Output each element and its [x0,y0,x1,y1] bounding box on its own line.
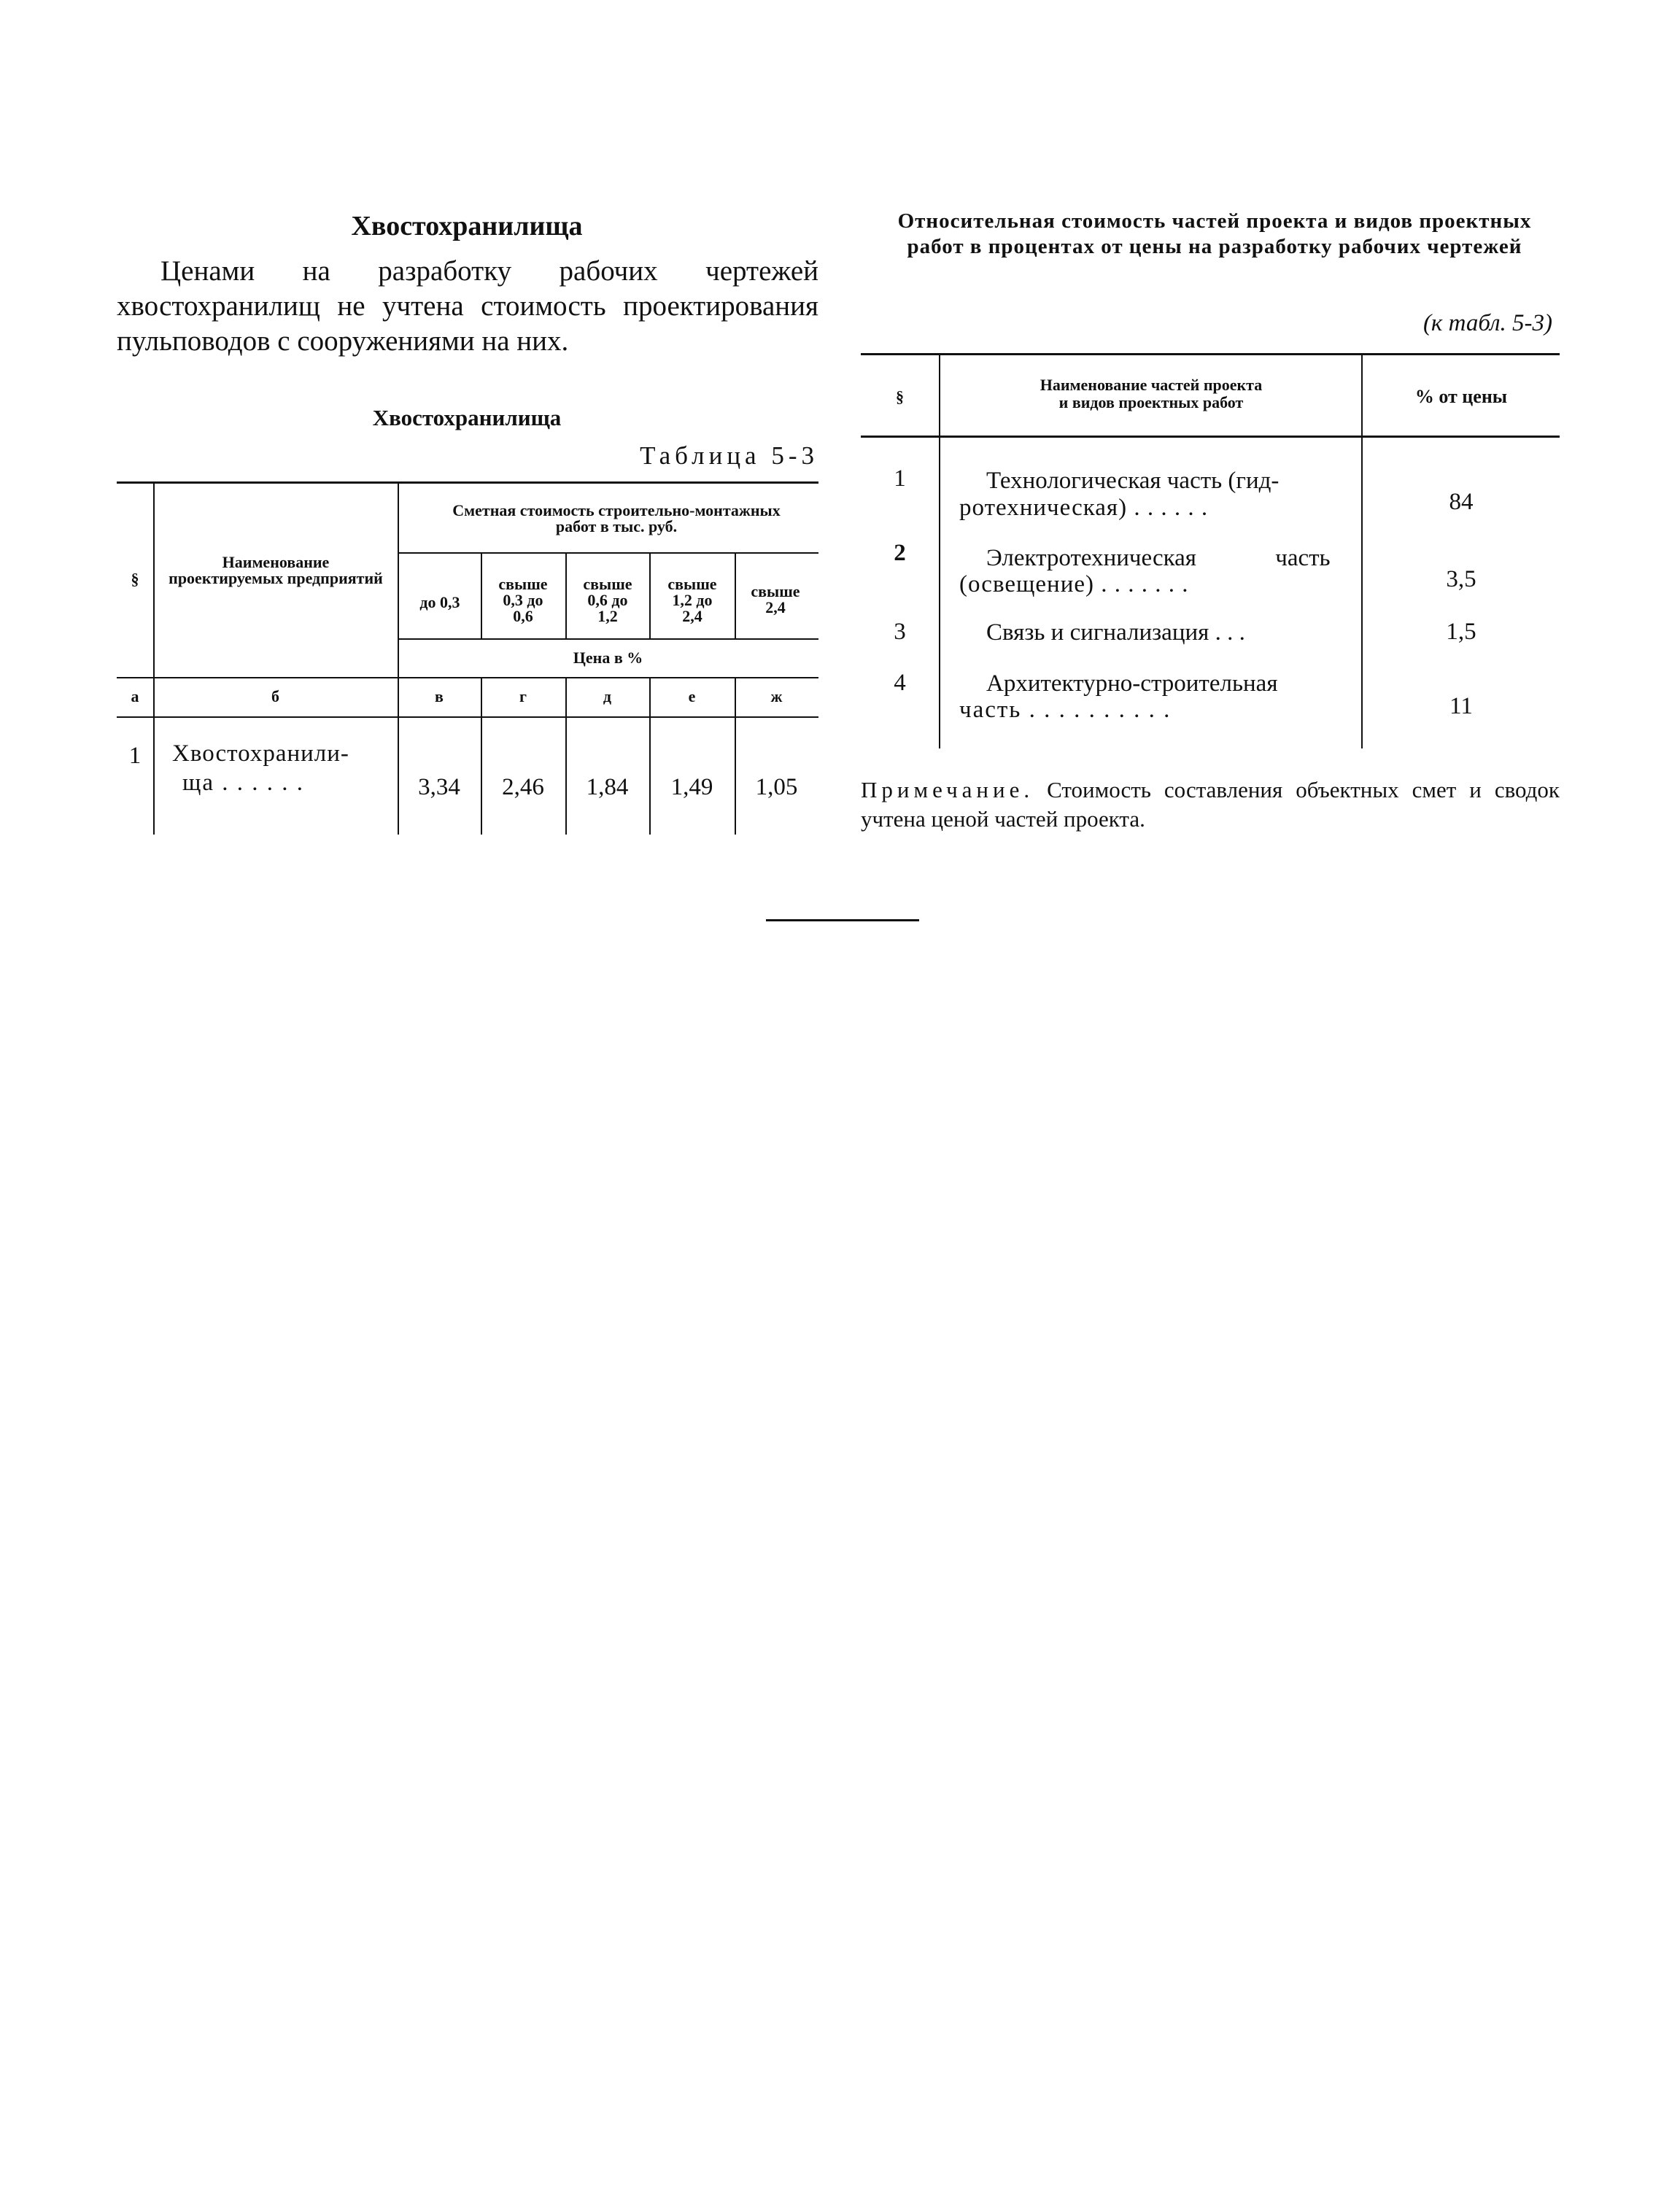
row-number: 2 [894,540,906,566]
footnote [861,775,1560,834]
col-divider-r1 [481,552,482,638]
table-heading: Хвостохранилища [372,405,562,430]
price-unit-header: Цена в % [573,649,643,667]
intro-paragraph: Ценами на разработку рабочих чертежей хвостохранилищ не учтена стоимость проектирования пульповодов с сооружениями на них. [117,255,818,357]
row-name-line2: часть . . . . . . . . . . [959,697,1172,723]
name-column-header: Наименование проектируемых предприятий [169,553,383,587]
letter-zh: ж [770,687,783,705]
table-top-rule [117,481,818,484]
range-header-1: до 0,3 [419,593,460,611]
table-reference: (к табл. 5-3) [1422,310,1552,336]
col-divider-name [1361,355,1363,748]
letter-g: г [519,687,527,705]
row-name-line2: ща . . . . . . [182,770,305,796]
letter-v: в [435,687,444,705]
row-name-line1: Электротехническая часть [986,545,1331,571]
footnote-label: Примечание. [861,777,1034,802]
row-name-line1: Хвостохранили- [172,740,349,767]
col-divider-section [939,355,940,748]
percent-value: 3,5 [1446,566,1476,592]
name-column-header-line1: Наименование частей проекта [1040,376,1263,394]
value-cell: 1,49 [670,774,713,800]
footnote-text: Стоимость составления объектных смет и сводок учтена ценой частей проекта. [861,777,1560,832]
value-cell: 2,46 [502,774,544,800]
row-name-line2: ротехническая) . . . . . . [959,495,1209,521]
value-cell: 1,05 [755,774,798,800]
cost-group-header: Сметная стоимость строительно-монтажных работ в тыс. руб. [452,501,781,535]
letter-b: б [271,687,279,705]
letter-a: а [131,687,139,705]
range-header-3: свыше 0,6 до 1,2 [583,575,632,625]
value-cell: 1,84 [586,774,629,800]
letter-d: д [603,687,612,705]
range-header-5: свыше 2,4 [751,582,800,616]
ranges-rule [398,638,818,640]
range-header-2: свыше 0,3 до 0,6 [498,575,548,625]
section-end-rule [766,919,919,921]
row-number: 1 [128,743,142,769]
row-name-line1: Архитектурно-строительная [986,670,1278,697]
row-number: 3 [894,619,906,645]
col-divider-r4 [735,552,736,638]
relative-cost-heading: Относительная стоимость частей проекта и видов проектных работ в процентах от цены на разработку рабочих чертежей [897,209,1532,258]
cost-header-rule [398,552,818,554]
row-number: 1 [894,465,906,492]
percent-column-header: % от цены [1414,386,1508,407]
percent-value: 1,5 [1446,619,1476,645]
row-name-line2: (освещение) . . . . . . . [959,571,1189,597]
section-heading: Хвостохранилища [351,211,583,241]
value-cell: 3,34 [418,774,460,800]
header-bottom-rule [861,436,1560,438]
percent-value: 11 [1449,693,1473,719]
letter-e: е [688,687,696,705]
col-divider-r3 [649,552,651,638]
table-top-rule [861,353,1560,355]
letters-bottom-rule [117,716,818,718]
section-column-header: § [896,387,904,406]
table-number-label: Таблица 5-3 [640,441,818,470]
header-bottom-rule [117,677,818,678]
range-header-4: свыше 1,2 до 2,4 [667,575,717,625]
name-column-header-line2: и видов проектных работ [1058,393,1244,411]
col-divider-r2 [565,552,567,638]
percent-value: 84 [1449,489,1474,515]
section-column-header: § [131,570,139,588]
col-divider-section [153,483,155,835]
row-name-line1: Связь и сигнализация . . . [986,619,1245,646]
row-number: 4 [894,670,906,696]
row-name-line1: Технологическая часть (гид- [986,468,1280,494]
